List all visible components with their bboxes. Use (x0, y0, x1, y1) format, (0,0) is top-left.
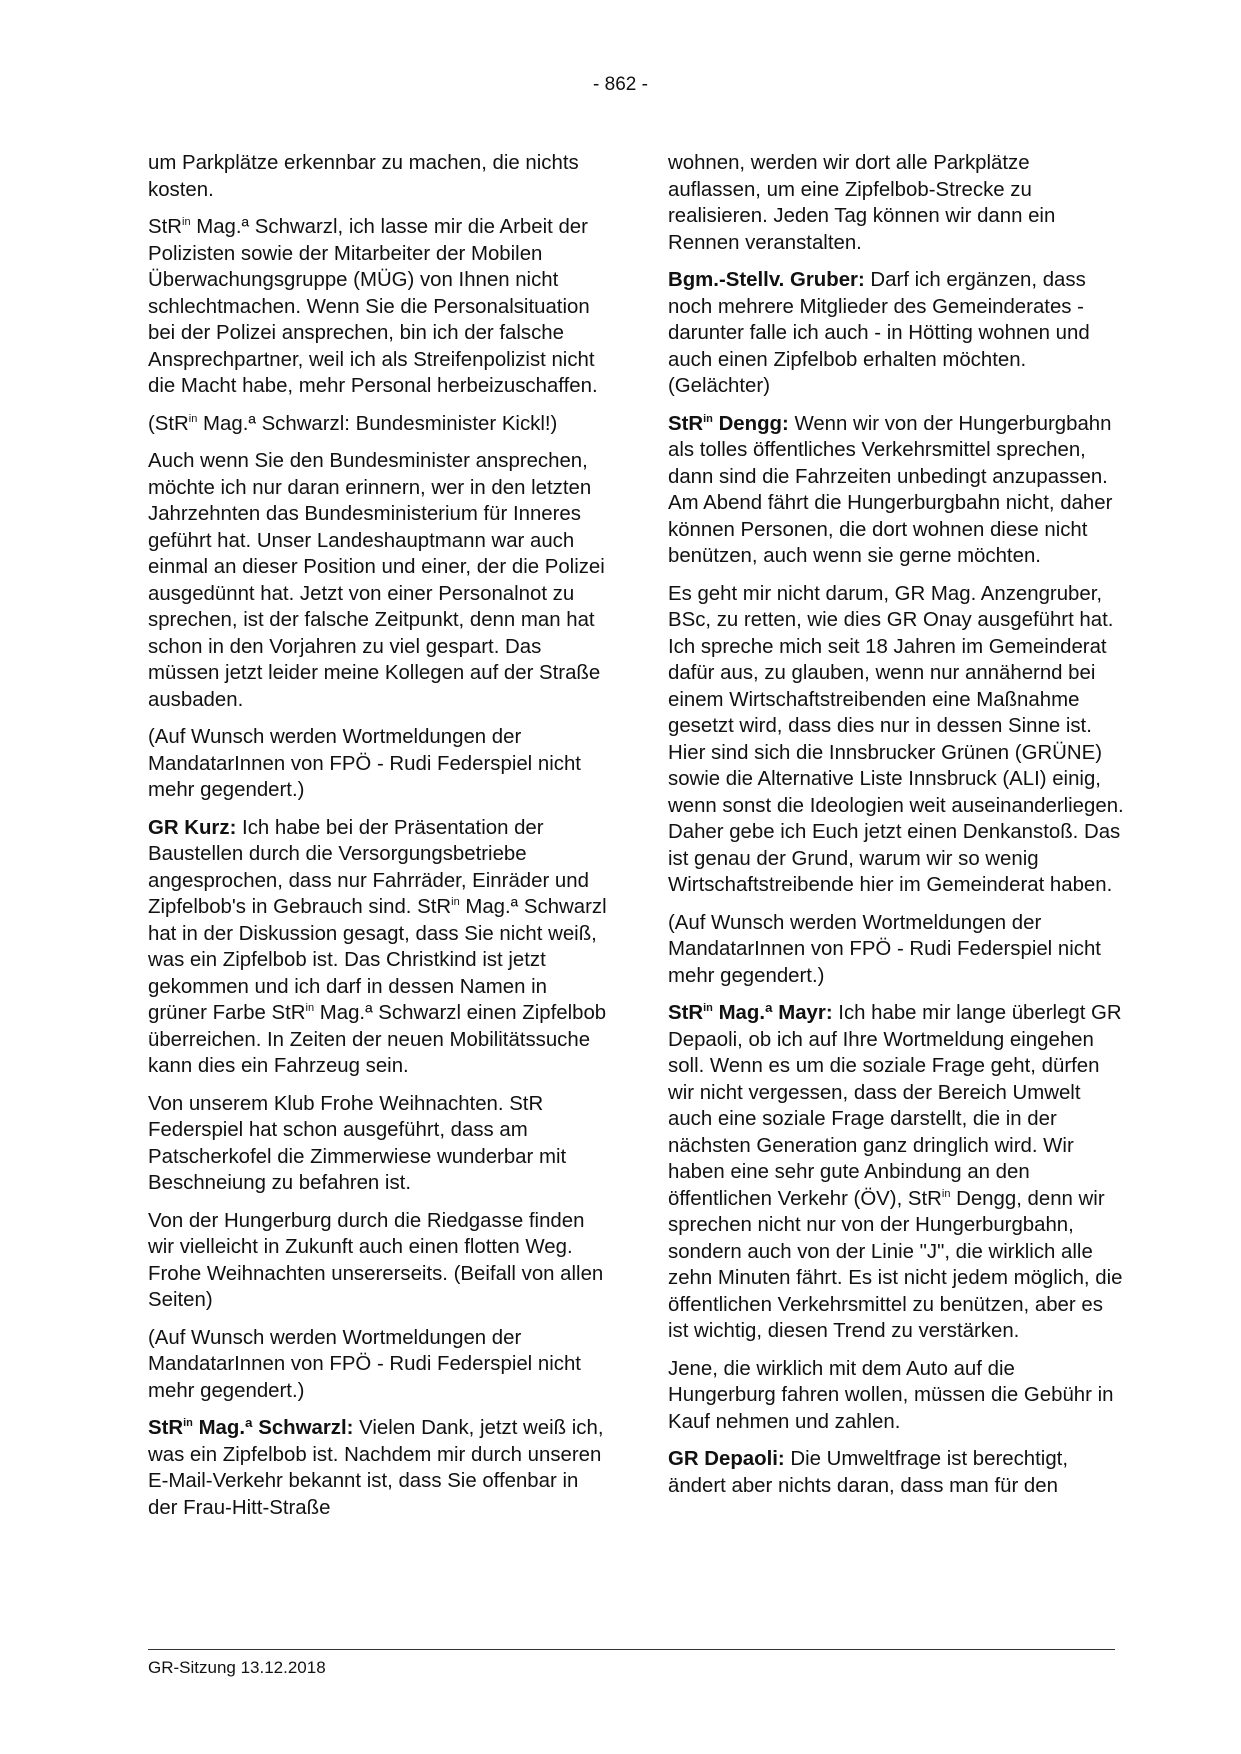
footer-divider (148, 1649, 1115, 1650)
paragraph: StR$^{in}$ Mag.ª Schwarzl, ich lasse mir die Arbeit der Polizisten sowie der Mitarbeiter der Mobilen Überwachungsgruppe (MÜG) von Ihnen nicht schlechtmachen. Wenn Sie die Personalsituation bei der Polizei ansprechen, bin ich der falsche Ansprechpartner, weil ich als Streifenpolizist nicht die Macht habe, mehr Personal herbeizuschaffen. (148, 216, 598, 397)
note: (Auf Wunsch werden Wortmeldungen der MandatarInnen von FPÖ - Rudi Federspiel nicht mehr gegendert.) (148, 726, 581, 801)
speech: StR$^{in}$ Mag.ª Schwarzl: Vielen Dank, jetzt weiß ich, was ein Zipfelbob ist. Nachdem mir durch unseren E-Mail-Verkehr bekannt ist, dass Sie offenbar in der Frau-Hitt-Straße (148, 1417, 604, 1519)
speaker-name: GR Kurz: (148, 816, 237, 839)
interjection: (StR$^{in}$ Mag.ª Schwarzl: Bundesminister Kickl!) (148, 412, 558, 435)
note: (Auf Wunsch werden Wortmeldungen der MandatarInnen von FPÖ - Rudi Federspiel nicht mehr gegendert.) (668, 911, 1101, 987)
paragraph: um Parkplätze erkennbar zu machen, die nichts kosten. (148, 152, 579, 201)
speech: GR Depaoli: Die Umweltfrage ist berechtigt, ändert aber nichts daran, dass man für den (668, 1448, 1069, 1497)
right-column (668, 150, 1128, 1510)
speech: Bgm.-Stellv. Gruber: Darf ich ergänzen, dass noch mehrere Mitglieder des Gemeinderates - darunter falle ich auch - in Hötting wohnen und auch einen Zipfelbob erhalten möchten. (Gelächter) (668, 269, 1090, 397)
paragraph: Von unserem Klub Frohe Weihnachten. StR Federspiel hat schon ausgeführt, dass am Patscherkofel die Zimmerwiese wunderbar mit Beschneiung zu befahren ist. (148, 1092, 567, 1194)
speaker-name: StR$^{in}$ Mag.ª Mayr: (668, 1002, 833, 1024)
speaker-name: Bgm.-Stellv. Gruber: (668, 269, 865, 291)
left-column (148, 150, 608, 1532)
paragraph: Von der Hungerburg durch die Riedgasse finden wir vielleicht in Zukunft auch einen flotten Weg. Frohe Weihnachten unsererseits. (Beifall von allen Seiten) (148, 1209, 604, 1311)
footer-session: GR-Sitzung 13.12.2018 (148, 1658, 326, 1677)
note: (Auf Wunsch werden Wortmeldungen der MandatarInnen von FPÖ - Rudi Federspiel nicht mehr gegendert.) (148, 1326, 581, 1402)
paragraph: Auch wenn Sie den Bundesminister ansprechen, möchte ich nur daran erinnern, wer in den letzten Jahrzehnten das Bundesministerium für Inneres geführt hat. Unser Landeshauptmann war auch einmal an dieser Position und einer, der die Polizei ausgedünnt hat. Jetzt von einer Personalnot zu sprechen, ist der falsche Zeitpunkt, denn man hat schon in den Vorjahren zu viel gespart. Das müssen jetzt leider meine Kollegen auf der Straße ausbaden. (148, 450, 605, 711)
speaker-name: GR Depaoli: (668, 1448, 785, 1470)
speech: StR$^{in}$ Dengg: Wenn wir von der Hungerburgbahn als tolles öffentliches Verkehrsmittel sprechen, dann sind die Fahrzeiten unbedingt anzupassen. Am Abend fährt die Hungerburgbahn nicht, daher können Personen, die dort wohnen diese nicht benützen, auch wenn sie gerne möchten. (668, 412, 1113, 567)
speaker-name: StR$^{in}$ Mag.ª Schwarzl: (148, 1417, 354, 1439)
page-number: - 862 - (593, 74, 648, 95)
paragraph: Es geht mir nicht darum, GR Mag. Anzengruber, BSc, zu retten, wie dies GR Onay ausgeführt hat. Ich spreche mich seit 18 Jahren im Gemeinderat dafür aus, zu glauben, wenn nur annähernd bei einem Wirtschaftstreibenden eine Maßnahme gesetzt wird, dass dies nur in dessen Sinne ist. Hier sind sich die Innsbrucker Grünen (GRÜNE) sowie die Alternative Liste Innsbruck (ALI) einig, wenn sonst die Ideologien weit auseinanderliegen. Daher gebe ich Euch jetzt einen Denkanstoß. Das ist genau der Grund, warum wir so wenig Wirtschaftstreibende hier im Gemeinderat haben. (668, 582, 1124, 896)
speaker-name: StR$^{in}$ Dengg: (668, 412, 789, 435)
paragraph: wohnen, werden wir dort alle Parkplätze auflassen, um eine Zipfelbob-Strecke zu realisieren. Jeden Tag können wir dann ein Rennen veranstalten. (668, 152, 1056, 254)
speech: StR$^{in}$ Mag.ª Mayr: Ich habe mir lange überlegt GR Depaoli, ob ich auf Ihre Wortmeldung eingehen soll. Wenn es um die soziale Frage geht, dürfen wir nicht vergessen, dass der Bereich Umwelt auch eine soziale Frage darstellt, die in der nächsten Generation ganz dringlich wird. Wir haben eine sehr gute Anbindung an den öffentlichen Verkehr (ÖV), StR$^{in}$ Dengg, denn wir sprechen nicht nur von der Hungerburgbahn, sondern auch von der Linie "J", die wirklich alle zehn Minuten fährt. Es ist nicht jedem möglich, die öffentlichen Verkehrsmittel zu benützen, aber es ist wichtig, diesen Trend zu verstärken. (668, 1002, 1123, 1342)
paragraph: Jene, die wirklich mit dem Auto auf die Hungerburg fahren wollen, müssen die Gebühr in Kauf nehmen und zahlen. (668, 1357, 1114, 1433)
speech: GR Kurz: Ich habe bei der Präsentation der Baustellen durch die Versorgungsbetriebe angesprochen, dass nur Fahrräder, Einräder und Zipfelbob's in Gebrauch sind. StR$^{in}$ Mag.ª Schwarzl hat in der Diskussion gesagt, dass Sie nicht weiß, was ein Zipfelbob ist. Das Christkind ist jetzt gekommen und ich darf in dessen Namen in grüner Farbe StR$^{in}$ Mag.ª Schwarzl einen Zipfelbob überreichen. In Zeiten der neuen Mobilitätssuche kann dies ein Fahrzeug sein. (148, 816, 607, 1077)
